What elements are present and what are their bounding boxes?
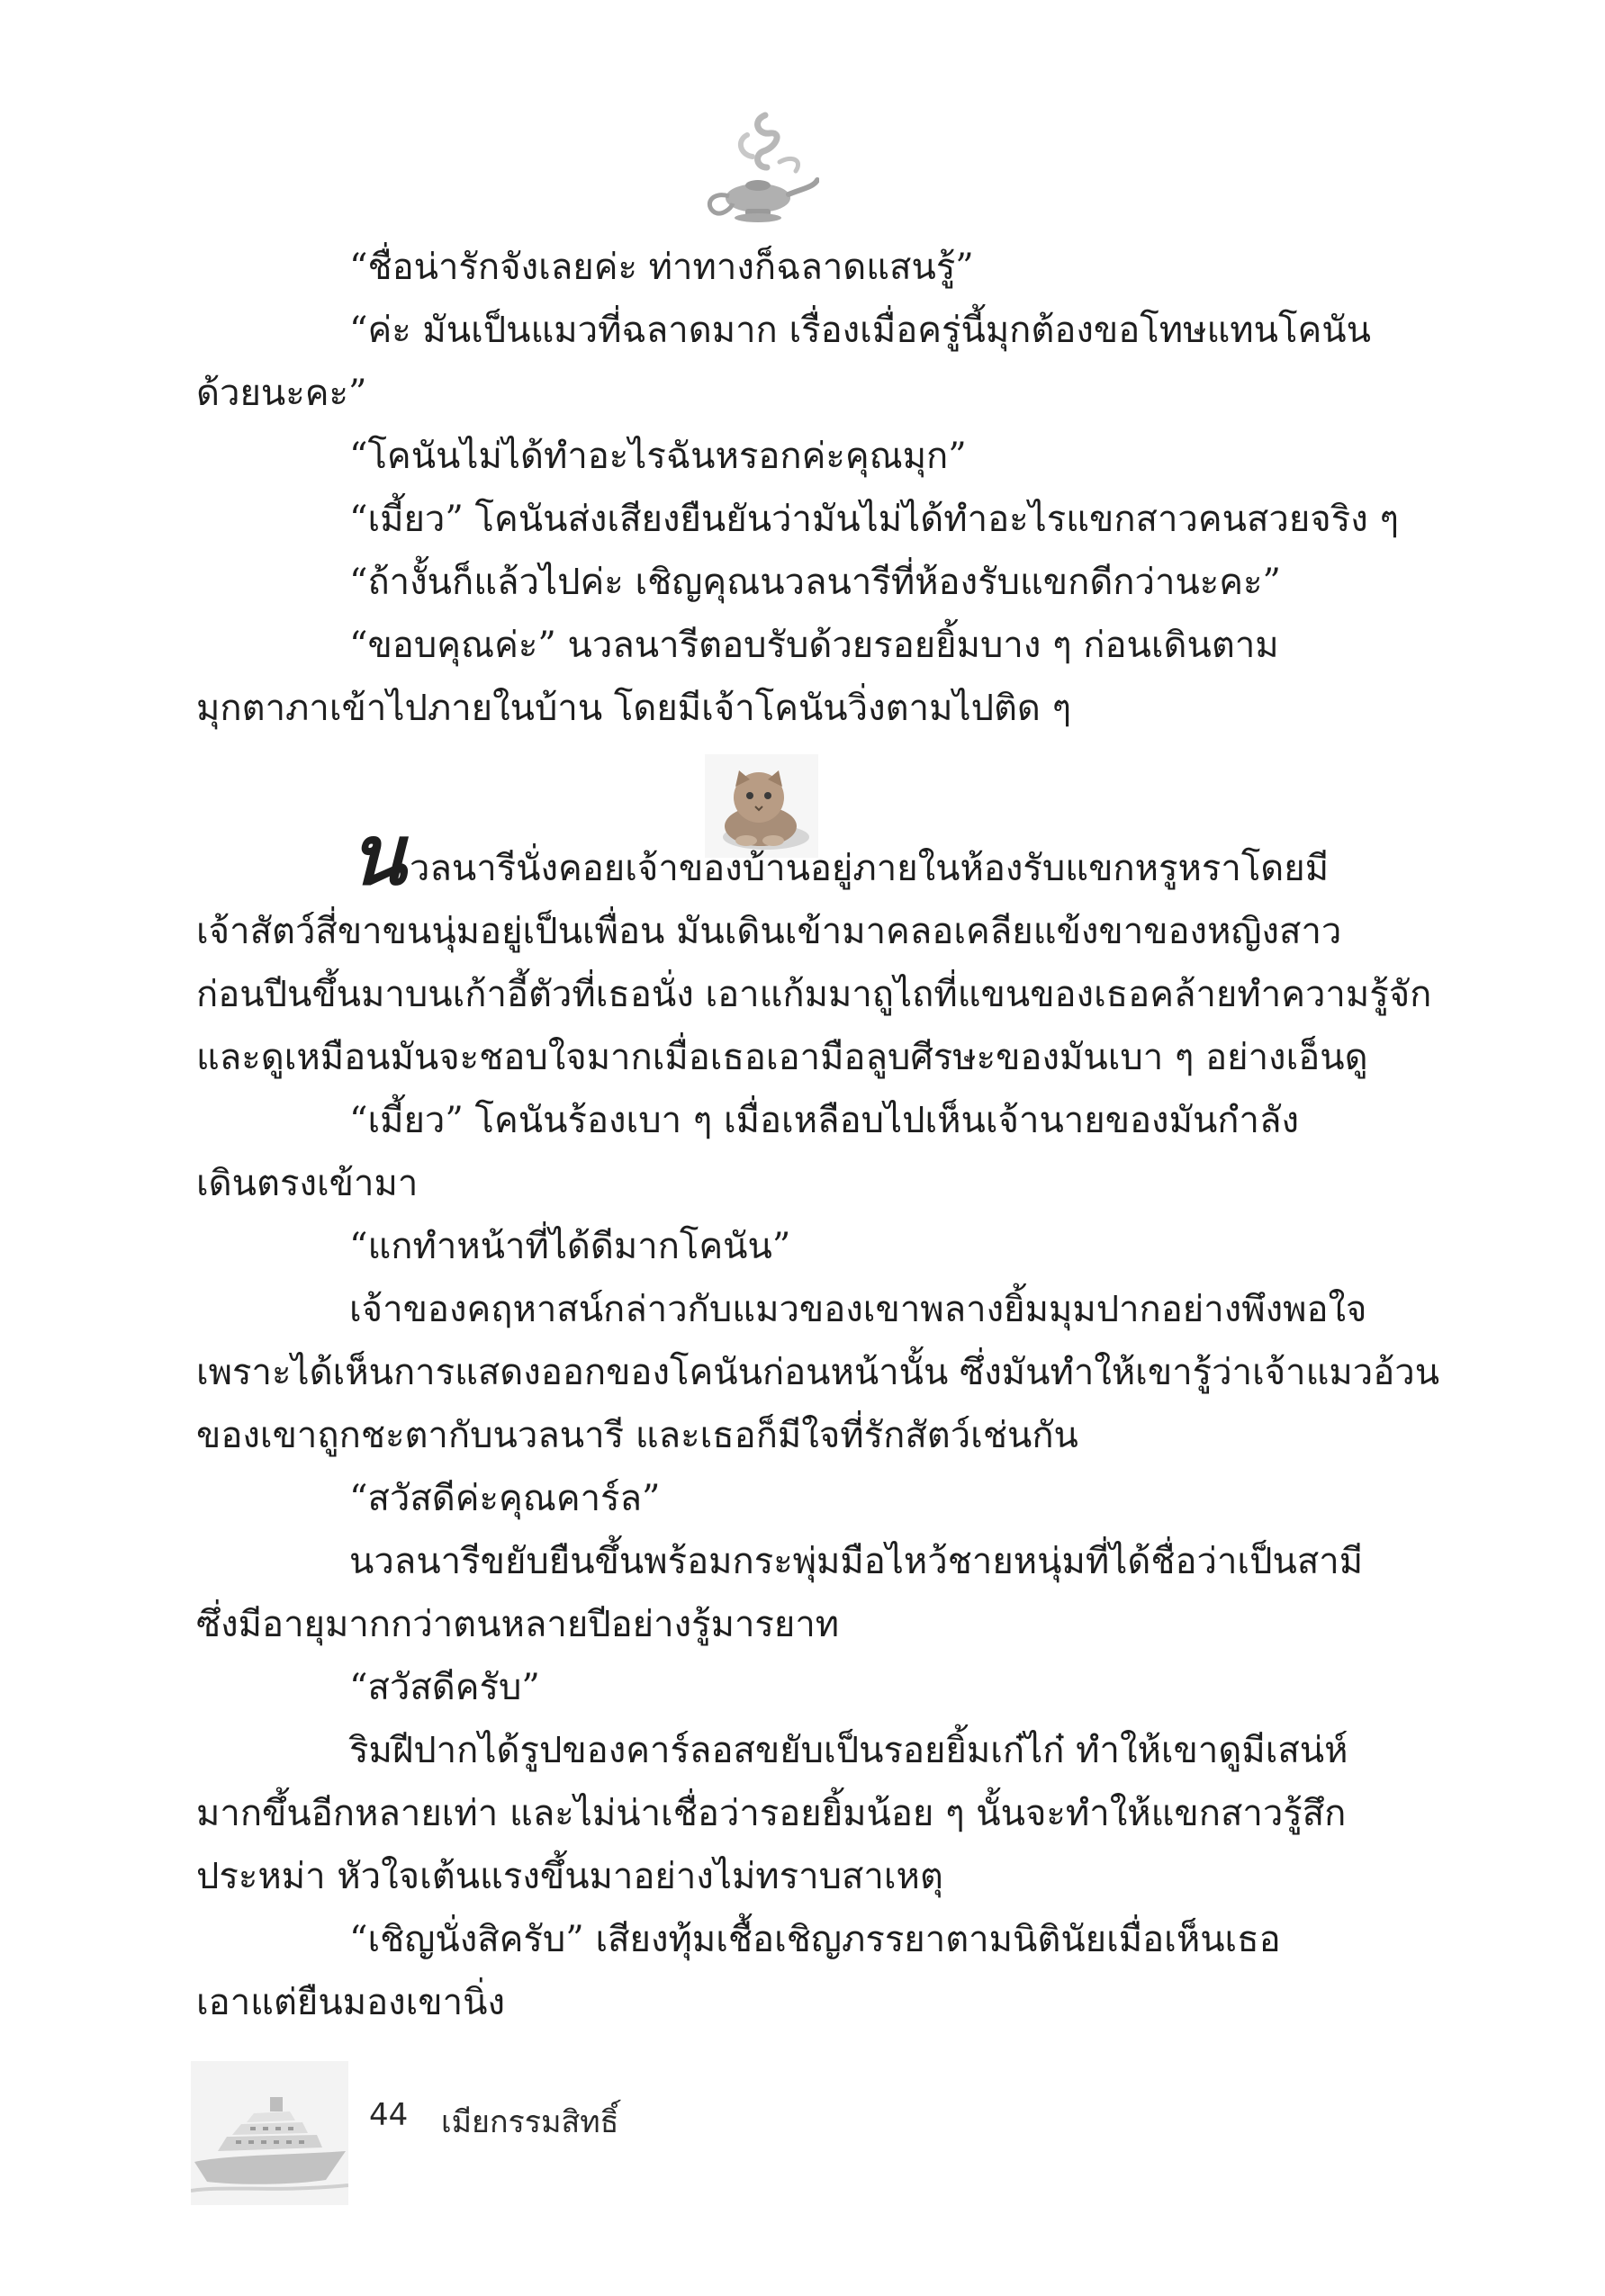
paragraph-line: มากขึ้นอีกหลายเท่า และไม่น่าเชื่อว่ารอยยิ้มน้อย ๆ นั้นจะทำให้แขกสาวรู้สึก — [196, 1793, 1347, 1834]
paragraph-line: เอาแต่ยืนมองเขานิ่ง — [196, 1982, 505, 2023]
paragraph-line: ก่อนปีนขึ้นมาบนเก้าอี้ตัวที่เธอนั่ง เอาแก้มมาถูไถที่แขนของเธอคล้ายทำความรู้จัก — [196, 974, 1432, 1015]
section-1-text — [196, 236, 1402, 740]
paragraph-line: “ถ้างั้นก็แล้วไปค่ะ เชิญคุณนวลนารีที่ห้องรับแขกดีกว่านะคะ” — [349, 562, 1281, 603]
page-number: 44 — [369, 2097, 409, 2133]
book-title: เมียกรรมสิทธิ์ — [441, 2104, 619, 2140]
genie-lamp-icon — [702, 108, 819, 234]
cruise-ship-icon — [191, 2061, 348, 2205]
paragraph-line: ของเขาถูกชะตากับนวลนารี และเธอก็มีใจที่รักสัตว์เช่นกัน — [196, 1415, 1078, 1456]
paragraph-line: เดินตรงเข้ามา — [196, 1163, 419, 1204]
paragraph-line: และดูเหมือนมันจะชอบใจมากเมื่อเธอเอามือลูบศีรษะของมันเบา ๆ อย่างเอ็นดู — [196, 1037, 1368, 1078]
page-footer — [191, 2061, 821, 2205]
paragraph-line: ซึ่งมีอายุมากกว่าตนหลายปีอย่างรู้มารยาท — [196, 1604, 840, 1645]
paragraph-line: เจ้าสัตว์สี่ขาขนนุ่มอยู่เป็นเพื่อน มันเดินเข้ามาคลอเคลียแข้งขาของหญิงสาว — [196, 911, 1342, 952]
paragraph-line: “สวัสดีครับ” — [349, 1667, 540, 1708]
paragraph-line: มุกตาภาเข้าไปภายในบ้าน โดยมีเจ้าโคนันวิ่งตามไปติด ๆ — [196, 688, 1072, 729]
paragraph-line: “สวัสดีค่ะคุณคาร์ล” — [349, 1478, 661, 1519]
paragraph-line: “โคนันไม่ได้ทำอะไรฉันหรอกค่ะคุณมุก” — [349, 436, 967, 477]
paragraph-line: ด้วยนะคะ” — [196, 373, 367, 414]
paragraph-line: นวลนารีขยับยืนขึ้นพร้อมกระพุ่มมือไหว้ชายหนุ่มที่ได้ชื่อว่าเป็นสามี — [349, 1541, 1364, 1582]
paragraph-line: ประหม่า หัวใจเต้นแรงขึ้นมาอย่างไม่ทราบสาเหตุ — [196, 1856, 943, 1897]
first-line-text: วลนารีนั่งคอยเจ้าของบ้านอยู่ภายในห้องรับแขกหรูหราโดยมี — [409, 848, 1330, 889]
paragraph-line: “ชื่อน่ารักจังเลยค่ะ ท่าทางก็ฉลาดแสนรู้” — [349, 247, 974, 288]
paragraph-line: “ขอบคุณค่ะ” นวลนารีตอบรับด้วยรอยยิ้มบาง ๆ ก่อนเดินตาม — [349, 625, 1279, 666]
paragraph-line: “ค่ะ มันเป็นแมวที่ฉลาดมาก เรื่องเมื่อครู่นี้มุกต้องขอโทษแทนโคนัน — [349, 310, 1371, 351]
paragraph-line: ริมฝีปากได้รูปของคาร์ลอสขยับเป็นรอยยิ้มเก๋ไก๋ ทำให้เขาดูมีเสน่ห์ — [349, 1730, 1348, 1771]
paragraph-line: “แกทำหน้าที่ได้ดีมากโคนัน” — [349, 1226, 791, 1267]
paragraph-line-with-drop-cap — [196, 806, 1402, 904]
paragraph-line: “เมี้ยว” โคนันส่งเสียงยืนยันว่ามันไม่ได้ทำอะไรแขกสาวคนสวยจริง ๆ — [349, 499, 1399, 540]
drop-cap: น — [349, 806, 406, 904]
paragraph-line: เพราะได้เห็นการแสดงออกของโคนันก่อนหน้านั้น ซึ่งมันทำให้เขารู้ว่าเจ้าแมวอ้วน — [196, 1352, 1440, 1393]
paragraph-line: “เมี้ยว” โคนันร้องเบา ๆ เมื่อเหลือบไปเห็นเจ้านายของมันกำลัง — [349, 1100, 1300, 1141]
section-2-text — [196, 806, 1440, 2034]
paragraph-line: เจ้าของคฤหาสน์กล่าวกับแมวของเขาพลางยิ้มมุมปากอย่างพึงพอใจ — [349, 1289, 1367, 1330]
paragraph-line: “เชิญนั่งสิครับ” เสียงทุ้มเชื้อเชิญภรรยาตามนิตินัยเมื่อเห็นเธอ — [349, 1919, 1281, 1960]
